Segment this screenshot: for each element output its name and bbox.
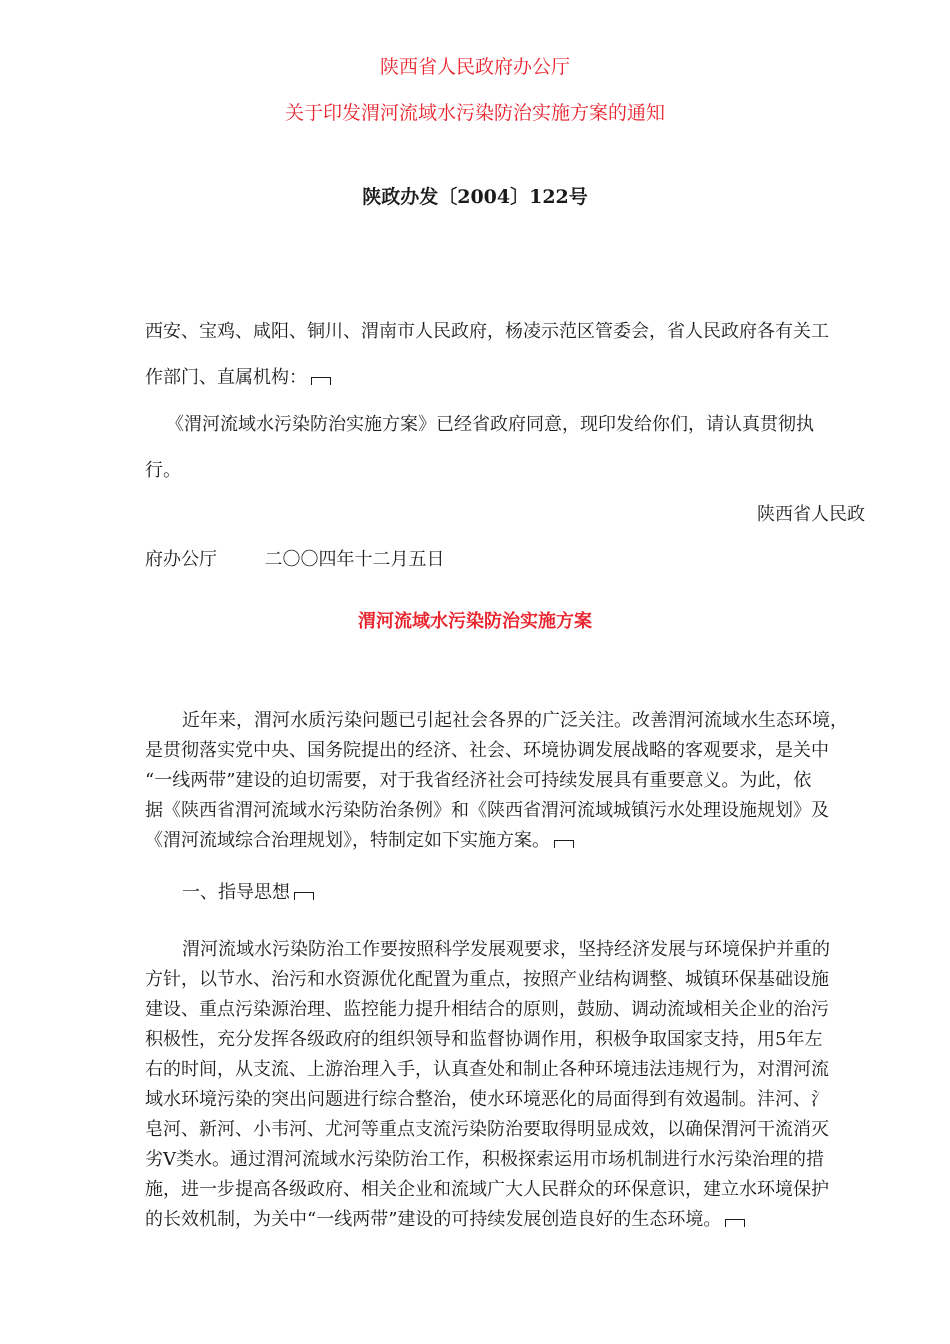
intro-line: “一线两带”建设的迫切需要，对于我省经济社会可持续发展具有重要意义。为此，依 — [145, 770, 812, 791]
section-1-heading: 一、指导思想 — [182, 878, 314, 904]
plan-title: 渭河流域水污染防治实施方案 — [358, 611, 592, 632]
intro-line-last: 《渭河流域综合治理规划》，特制定如下实施方案。 — [145, 826, 574, 852]
issuing-office: 陕西省人民政府办公厅 — [379, 56, 570, 78]
notice-title: 关于印发渭河流域水污染防治实施方案的通知 — [284, 102, 665, 124]
notice-body-line-2: 行。 — [145, 460, 181, 481]
document-number: 陕政办发〔2004〕122号 — [362, 186, 588, 208]
signature-line-2 — [145, 545, 444, 571]
section-1-line: 劣Ⅴ类水。通过渭河流域水污染防治工作，积极探索运用市场机制进行水污染治理的措 — [145, 1149, 824, 1170]
section-1-line: 右的时间，从支流、上游治理入手，认真查处和制止各种环境违法违规行为，对渭河流 — [145, 1059, 829, 1080]
paragraph-mark-icon — [554, 840, 574, 848]
paragraph-mark-icon — [311, 377, 331, 385]
signature-line-1: 陕西省人民政 — [757, 504, 865, 525]
recipients-line-1: 西安、宝鸡、咸阳、铜川、渭南市人民政府，杨凌示范区管委会，省人民政府各有关工 — [145, 321, 829, 342]
section-1-line: 积极性，充分发挥各级政府的组织领导和监督协调作用，积极争取国家支持，用5年左 — [145, 1029, 823, 1050]
intro-line: 近年来，渭河水质污染问题已引起社会各界的广泛关注。改善渭河流域水生态环境， — [182, 710, 848, 731]
recipients-line-2: 作部门、直属机构： — [145, 363, 331, 389]
paragraph-mark-icon — [725, 1219, 745, 1227]
section-1-line: 方针，以节水、治污和水资源优化配置为重点，按照产业结构调整、城镇环保基础设施 — [145, 969, 829, 990]
notice-body-line-1: 《渭河流域水污染防治实施方案》已经省政府同意，现印发给你们，请认真贯彻执 — [166, 414, 814, 435]
section-1-line: 施，进一步提高各级政府、相关企业和流域广大人民群众的环保意识，建立水环境保护 — [145, 1179, 829, 1200]
paragraph-mark-icon — [294, 892, 314, 900]
section-1-line: 域水环境污染的突出问题进行综合整治，使水环境恶化的局面得到有效遏制。沣河、氵 — [145, 1089, 829, 1110]
section-1-line-last: 的长效机制，为关中“一线两带”建设的可持续发展创造良好的生态环境。 — [145, 1205, 745, 1231]
section-1-line: 渭河流域水污染防治工作要按照科学发展观要求，坚持经济发展与环境保护并重的 — [182, 939, 830, 960]
section-1-line: 建设、重点污染源治理、监控能力提升相结合的原则，鼓励、调动流域相关企业的治污 — [145, 999, 829, 1020]
section-1-line: 皂河、新河、小韦河、尤河等重点支流污染防治要取得明显成效，以确保渭河干流消灭 — [145, 1119, 829, 1140]
signature-office: 府办公厅 — [145, 549, 217, 570]
intro-line: 是贯彻落实党中央、国务院提出的经济、社会、环境协调发展战略的客观要求，是关中 — [145, 740, 829, 761]
intro-line: 据《陕西省渭河流域水污染防治条例》和《陕西省渭河流域城镇污水处理设施规划》及 — [145, 800, 829, 821]
signature-date: 二〇〇四年十二月五日 — [264, 549, 445, 570]
